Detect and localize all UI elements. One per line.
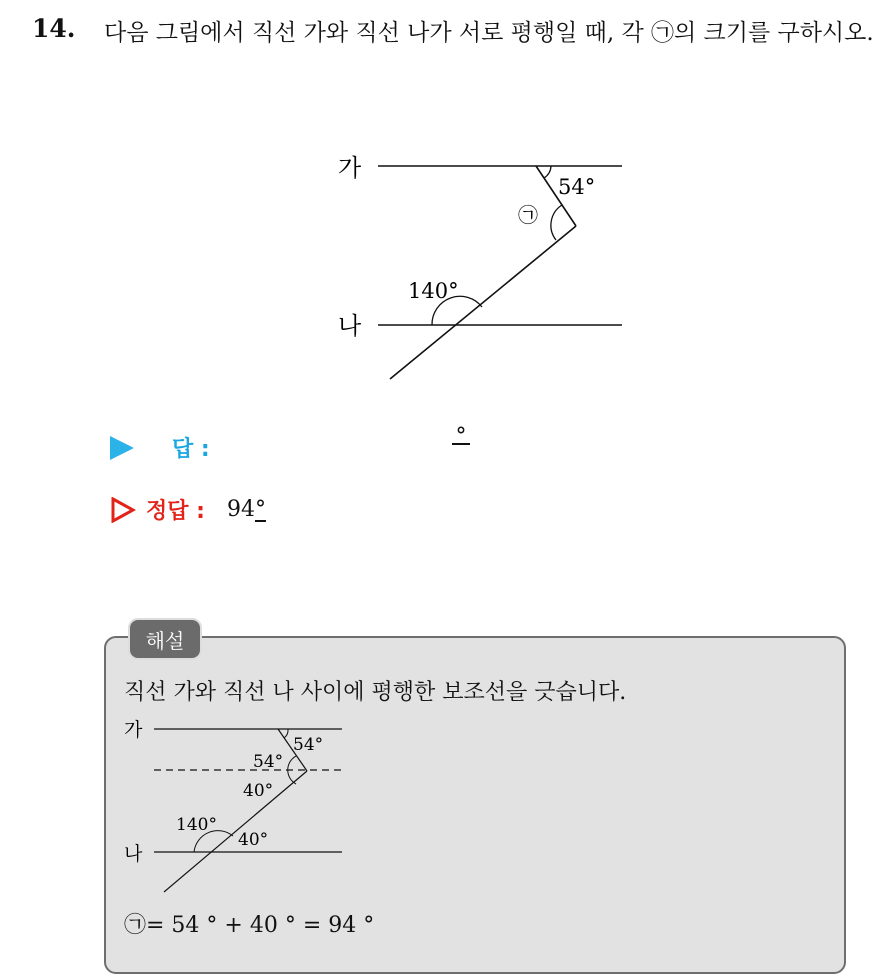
question-text: 다음 그림에서 직선 가와 직선 나가 서로 평행일 때, 각 ㉠의 크기를 구하시오. xyxy=(104,20,874,46)
correct-answer-row xyxy=(110,494,266,525)
sol-arc-54-top xyxy=(284,729,288,738)
answer-label: 답 : xyxy=(172,437,210,462)
solution-equation: ㉠= 54 ° + 40 ° = 94 ° xyxy=(124,913,375,938)
angle-54-label: 54° xyxy=(558,175,596,199)
arc-target xyxy=(551,205,562,240)
angle-target-label: ㉠ xyxy=(518,203,538,227)
answer-blank-unit: ° xyxy=(455,424,467,449)
answer-row xyxy=(110,432,210,463)
label-na: 나 xyxy=(338,312,362,340)
solution-figure xyxy=(120,712,360,897)
label-ga: 가 xyxy=(338,154,362,182)
angle-140-label: 140° xyxy=(408,279,459,303)
correct-answer-label: 정답 : xyxy=(146,499,205,524)
sol-angle-140: 140° xyxy=(176,815,217,835)
main-figure xyxy=(330,140,640,390)
arc-54 xyxy=(544,166,551,178)
correct-answer-value: 94° xyxy=(226,497,266,522)
sol-angle-40-bottom: 40° xyxy=(238,830,269,850)
solution-tab: 해설 xyxy=(128,618,202,660)
play-outline-icon xyxy=(110,497,136,523)
play-filled-icon xyxy=(110,436,134,460)
sol-label-na: 나 xyxy=(124,843,143,865)
question-number: 14. xyxy=(32,14,76,43)
sol-label-ga: 가 xyxy=(124,719,143,741)
solution-text: 직선 가와 직선 나 사이에 평행한 보조선을 긋습니다. xyxy=(124,680,627,705)
sol-angle-54-aux: 54° xyxy=(253,752,284,772)
answer-blank[interactable] xyxy=(452,424,470,449)
sol-angle-40-aux: 40° xyxy=(243,781,274,801)
sol-angle-54-top: 54° xyxy=(293,735,324,755)
